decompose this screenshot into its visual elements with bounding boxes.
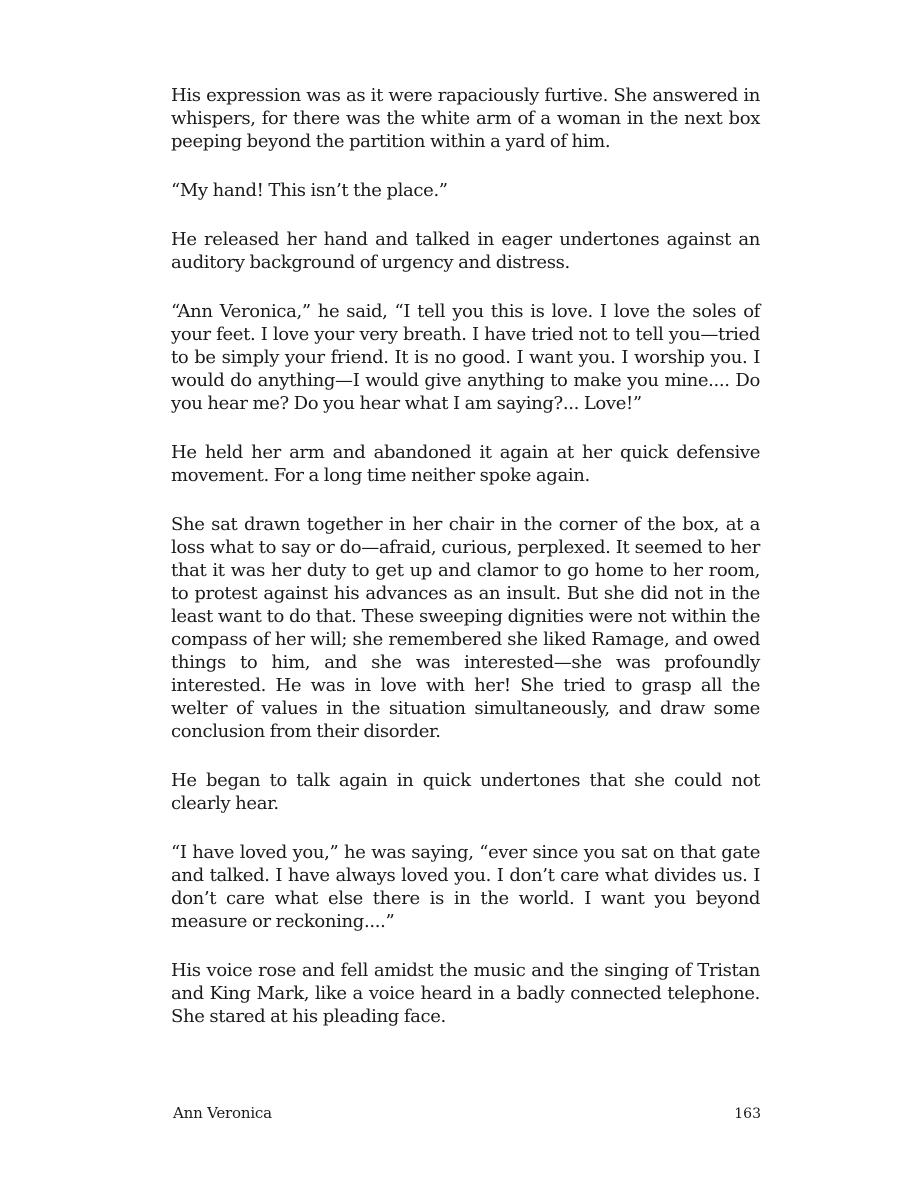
page-number: 163 bbox=[734, 1106, 761, 1122]
paragraph: His voice rose and fell amidst the music and the singing of Tristan and King Mark, like a voice heard in a badly connected telephone. She stared at his pleading face. bbox=[171, 960, 760, 1027]
paragraph: He released her hand and talked in eager undertones against an auditory background of urgency and distress. bbox=[171, 229, 760, 273]
running-footer-title: Ann Veronica bbox=[173, 1104, 272, 1122]
paragraph: She sat drawn together in her chair in the corner of the box, at a loss what to say or do—afraid, curious, perplexed. It seemed to her that it was her duty to get up and clamor to go home to her room, to protest against his advances as an insult. But she did not in the least want to do that. These sweeping dignities were not within the compass of her will; she remembered she liked Ramage, and owed things to him, and she was interested—she was profoundly interested. He was in love with her! She tried to grasp all the welter of values in the situation simultaneously, and draw some conclusion from their disorder. bbox=[171, 514, 760, 742]
paragraph: He held her arm and abandoned it again at her quick defensive movement. For a long time neither spoke again. bbox=[171, 442, 760, 486]
paragraph: He began to talk again in quick undertones that she could not clearly hear. bbox=[171, 770, 760, 814]
paragraph: “I have loved you,” he was saying, “ever since you sat on that gate and talked. I have always loved you. I don’t care what divides us. I don’t care what else there is in the world. I want you beyond measure or reckoning....” bbox=[171, 842, 760, 932]
paragraph: “My hand! This isn’t the place.” bbox=[171, 180, 448, 201]
paragraph: “Ann Veronica,” he said, “I tell you this is love. I love the soles of your feet. I love your very breath. I have tried not to tell you—tried to be simply your friend. It is no good. I want you. I worship you. I would do anything—I would give anything to make you mine.... Do you hear me? Do you hear what I am saying?... Love!” bbox=[171, 301, 760, 414]
page-body bbox=[171, 84, 760, 1054]
paragraph: His expression was as it were rapaciously furtive. She answered in whispers, for there was the white arm of a woman in the next box peeping beyond the partition within a yard of him. bbox=[171, 85, 760, 152]
